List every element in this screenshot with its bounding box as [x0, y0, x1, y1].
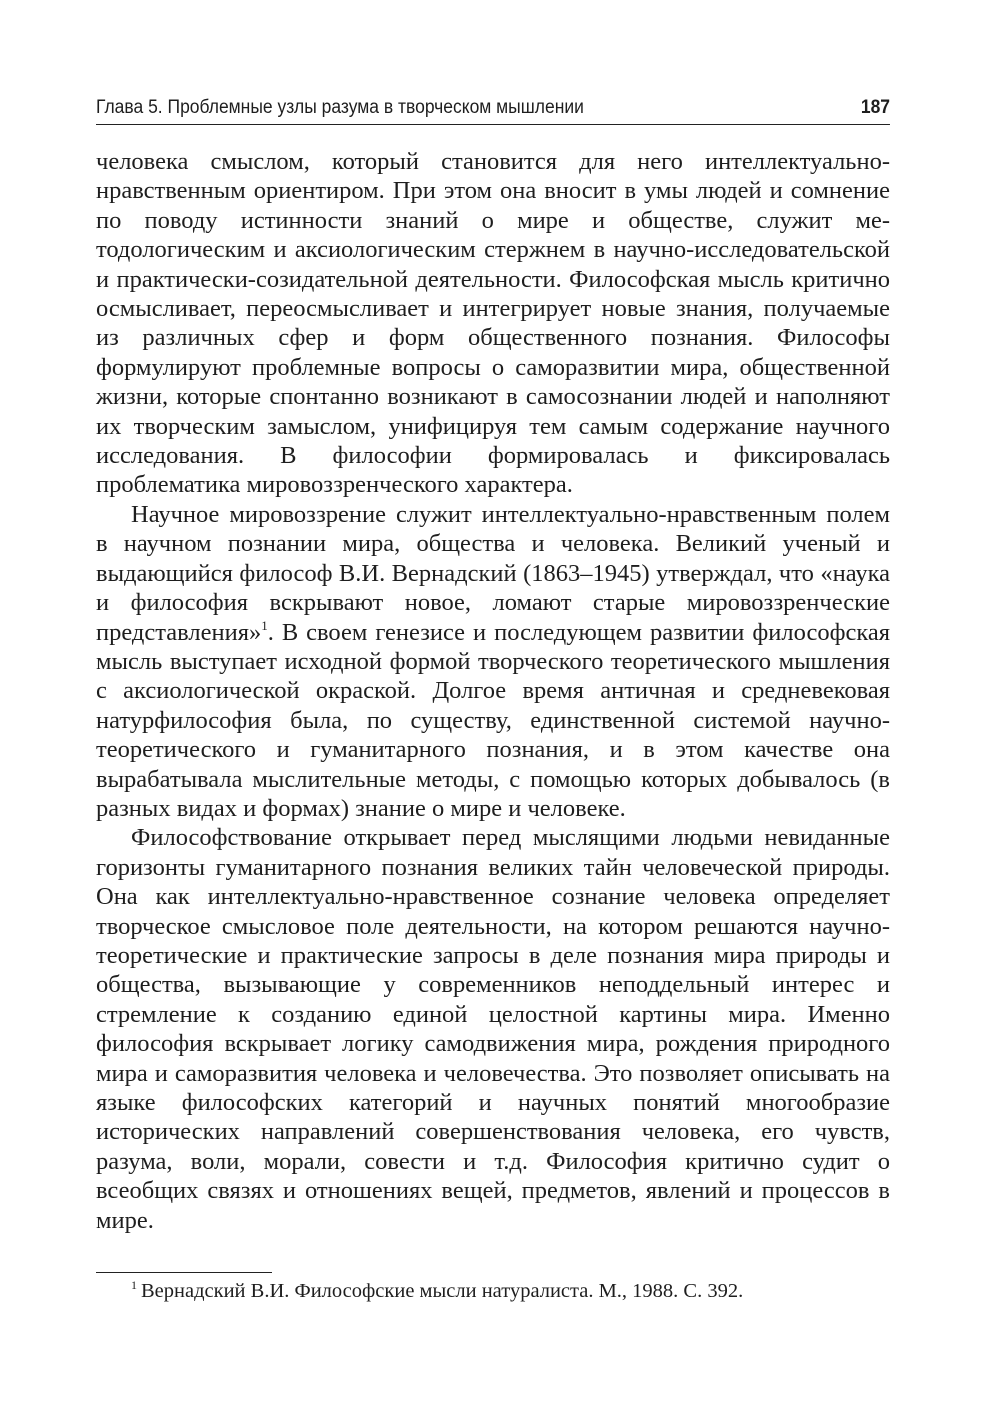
footnote-text: Вернадский В.И. Философские мысли натуралиста. М., 1988. С. 392.: [141, 1280, 744, 1302]
body-text: [96, 147, 890, 1235]
chapter-title: Глава 5. Проблемные узлы разума в творческом мышлении: [96, 97, 584, 118]
paragraph-3: Философствование открывает перед мыслящими людьми невиданные горизонты гуманитарного познания великих тайн человеческой природы. Она как интеллектуально-нравственное сознание человека определяет творческое смысловое поле деятельности, на котором решаются научно-теоретические и практические запросы в деле познания мира природы и общества, вызывающие у современников неподдельный интерес и стремление к созданию единой целостной картины мира. Именно философия вскрывает логику самодвижения мира, рождения природного мира и саморазвития человека и человечества. Это позволяет описывать на языке философских категорий и научных понятий многообразие исторических направлений совершенствования человека, его чувств, разума, воли, морали, совести и т.д. Философия критично судит о всеобщих связях и отношениях вещей, предметов, явлений и процессов в мире.: [96, 824, 890, 1234]
paragraph-1: человека смыслом, который становится для него интеллектуально-нравственным ориентиром. При этом она вносит в умы людей и сомнение по поводу истинности знаний о мире и обществе, служит методологическим и аксиологическим стержнем в научно-исследовательской и практически-созидательной деятельности. Философская мысль критично осмысливает, переосмысливает и интегрирует новые знания, получаемые из различных сфер и форм общественного познания. Философы формулируют проблемные вопросы о саморазвитии мира, общественной жизни, которые спонтанно возникают в самосознании людей и наполняют их творческим замыслом, унифицируя тем самым содержание научного исследования. В философии формировалась и фиксировалась проблематика мировоззренческого характера.: [96, 148, 890, 499]
running-header: [96, 96, 890, 125]
page-number: 187: [860, 97, 891, 118]
footnote-reference[interactable]: 1: [261, 617, 268, 633]
paragraph-2: [96, 500, 890, 823]
footnote-marker: 1: [131, 1278, 137, 1292]
paragraph-2-text-before-note: Научное мировоззрение служит интеллектуально-нравственным полем в научном познании мира, общества и человека. Великий ученый и выдающийся философ В.И. Вернадский (1863–1945) утверждал, что «наука и философия вскрывают новое, ломают старые мировоззренческие представления»: [96, 500, 890, 646]
page: [96, 96, 890, 1235]
footnote: [131, 1278, 891, 1304]
paragraph-2-text-after-note: . В своем генезисе и последующем развитии философская мысль выступает исходной формой творческого теоретического мышления с аксиологической окраской. Долгое время античная и средневековая натурфилософия была, по существу, единственной системой научно-теоретического и гуманитарного познания, и в этом качестве она вырабатывала мыслительные методы, с помощью которых добывалось (в разных видах и формах) знание о мире и человеке.: [96, 618, 890, 822]
footnote-divider: [96, 1272, 272, 1273]
